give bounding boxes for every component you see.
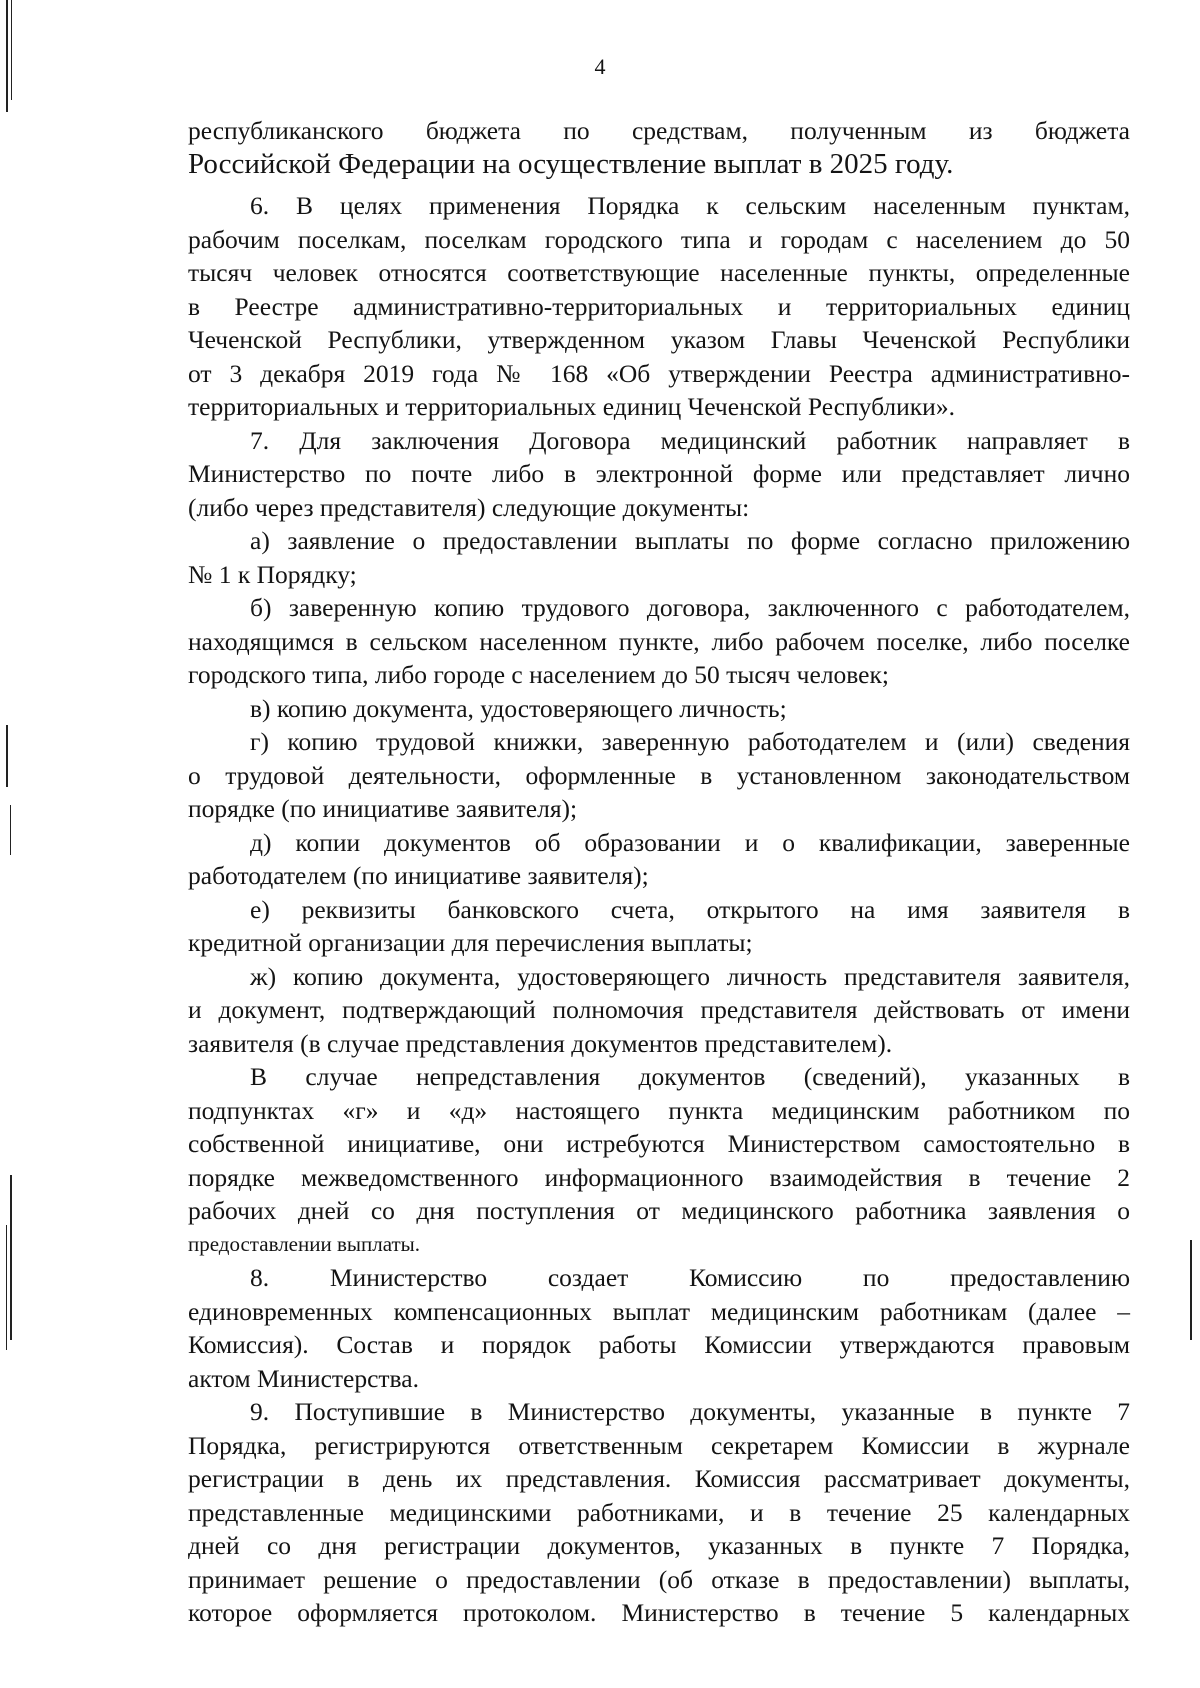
text-line: городского типа, либо городе с населением до 50 тысяч человек;	[188, 660, 889, 689]
scan-edge-line	[6, 725, 8, 787]
text-line: Российской Федерации на осуществление выплат в 2025 году.	[188, 147, 954, 180]
text-line: рабочим поселкам, поселкам городского типа и городам с населением до 50	[188, 224, 1130, 254]
page-number: 4	[594, 54, 606, 79]
text-line: принимает решение о предоставлении (об отказе в предоставлении) выплаты,	[188, 1564, 1130, 1594]
text-line: 7. Для заключения Договора медицинский работник направляет в	[250, 425, 1130, 455]
text-line: работодателем (по инициативе заявителя);	[188, 861, 649, 890]
text-line: Чеченской Республики, утвержденном указом Главы Чеченской Республики	[188, 325, 1130, 354]
text-line: заявителя (в случае представления документов представителем).	[188, 1028, 893, 1058]
text-line: е) реквизиты банковского счета, открытого на имя заявителя в	[250, 894, 1130, 924]
text-line: тысяч человек относятся соответствующие населенные пункты, определенные	[188, 258, 1130, 287]
text-line: № 1 к Порядку;	[188, 559, 357, 589]
text-line: предоставлении выплаты.	[188, 1231, 421, 1256]
text-line: территориальных и территориальных единиц Чеченской Республики».	[188, 392, 955, 421]
text-line: актом Министерства.	[188, 1363, 419, 1393]
text-line: 8. Министерство создает Комиссию по предоставлению	[250, 1263, 1130, 1292]
text-line: Порядка, регистрируются ответственным секретарем Комиссии в журнале	[188, 1430, 1130, 1460]
text-line: регистрации в день их представления. Комиссия рассматривает документы,	[188, 1464, 1130, 1493]
text-line: республиканского бюджета по средствам, полученным из бюджета	[188, 116, 1130, 145]
scan-edge-line	[10, 805, 11, 855]
text-line: 9. Поступившие в Министерство документы, указанные в пункте 7	[250, 1397, 1130, 1426]
text-line: д) копии документов об образовании и о квалификации, заверенные	[250, 827, 1130, 857]
scan-edge-line	[11, 0, 12, 100]
text-line: о трудовой деятельности, оформленные в установленном законодательством	[188, 760, 1130, 790]
text-line: находящимся в сельском населенном пункте, либо рабочем поселке, либо поселке	[188, 626, 1130, 656]
text-line: В случае непредставления документов (сведений), указанных в	[250, 1062, 1130, 1091]
text-line: и документ, подтверждающий полномочия представителя действовать от имени	[188, 995, 1130, 1024]
text-line: 6. В целях применения Порядка к сельским населенным пунктам,	[250, 191, 1130, 220]
text-line: порядке межведомственного информационного взаимодействия в течение 2	[188, 1162, 1130, 1192]
scan-edge-line	[1190, 1240, 1192, 1340]
text-line: от 3 декабря 2019 года № 168 «Об утверждении Реестра административно-	[188, 358, 1130, 388]
text-line: рабочих дней со дня поступления от медицинского работника заявления о	[188, 1196, 1130, 1225]
text-line: ж) копию документа, удостоверяющего личность представителя заявителя,	[250, 961, 1130, 991]
text-line: Министерство по почте либо в электронной форме или представляет лично	[188, 459, 1130, 488]
text-line: (либо через представителя) следующие документы:	[188, 492, 750, 522]
text-line: подпунктах «г» и «д» настоящего пункта медицинским работником по	[188, 1095, 1130, 1125]
text-line: которое оформляется протоколом. Министерство в течение 5 календарных	[188, 1598, 1130, 1627]
scan-edge-line	[10, 1175, 12, 1340]
text-line: кредитной организации для перечисления выплаты;	[188, 928, 753, 957]
text-line: собственной инициативе, они истребуются Министерством самостоятельно в	[188, 1129, 1130, 1158]
text-line: дней со дня регистрации документов, указанных в пункте 7 Порядка,	[188, 1531, 1130, 1560]
text-line: в) копию документа, удостоверяющего личность;	[250, 693, 787, 723]
text-line: а) заявление о предоставлении выплаты по форме согласно приложению	[250, 526, 1130, 555]
text-line: единовременных компенсационных выплат медицинским работникам (далее –	[188, 1296, 1130, 1326]
text-line: г) копию трудовой книжки, заверенную работодателем и (или) сведения	[250, 727, 1130, 756]
text-line: порядке (по инициативе заявителя);	[188, 794, 578, 823]
text-line: представленные медицинскими работниками, и в течение 25 календарных	[188, 1497, 1130, 1527]
text-line: Комиссия). Состав и порядок работы Комиссии утверждаются правовым	[188, 1330, 1130, 1359]
text-line: б) заверенную копию трудового договора, заключенного с работодателем,	[250, 593, 1130, 622]
scan-edge-line	[6, 1225, 7, 1350]
text-line: в Реестре административно-территориальных и территориальных единиц	[188, 291, 1130, 321]
document-body	[188, 114, 1130, 1630]
